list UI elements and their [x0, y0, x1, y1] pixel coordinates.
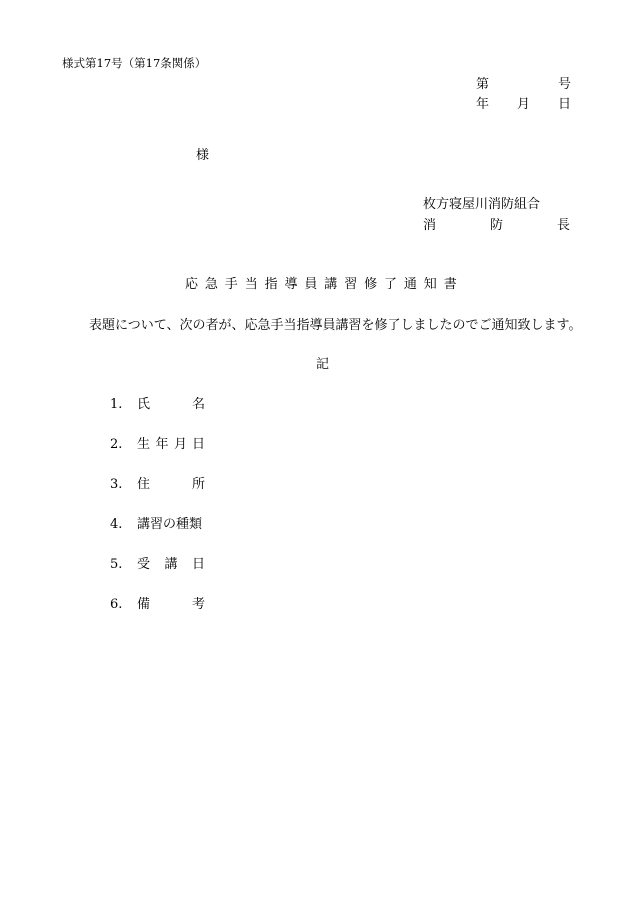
item-label-char: 所: [192, 477, 206, 492]
document-title: 応急手当指導員講習修了通知書: [185, 277, 464, 292]
issuer-organization: 枚方寝屋川消防組合: [423, 197, 541, 212]
form-number-label: 様式第17号（第17条関係）: [62, 56, 207, 70]
ki-heading: 記: [316, 357, 330, 372]
item-number: 5.: [110, 557, 123, 572]
item-number: 4.: [110, 517, 123, 532]
item-label-char: 月: [174, 437, 188, 452]
issuer-title-part: 長: [557, 218, 571, 233]
item-label-char: 年: [155, 437, 169, 452]
item-number: 1.: [110, 397, 123, 412]
item-number: 3.: [110, 477, 123, 492]
date-day-label: 日: [558, 97, 572, 112]
item-label-char: 生: [137, 437, 151, 452]
item-label-text: 講習の種類: [137, 517, 203, 532]
item-label-char: 氏: [137, 397, 151, 412]
date-year-label: 年: [476, 97, 490, 112]
item-label-char: 受: [137, 557, 151, 572]
item-label-char: 日: [192, 557, 206, 572]
date-month-label: 月: [517, 97, 531, 112]
addressee-honorific: 様: [196, 148, 210, 163]
document-number-prefix: 第: [476, 77, 490, 92]
document-number-suffix: 号: [558, 77, 572, 92]
item-label-char: 日: [192, 437, 206, 452]
item-label-char: 講: [164, 557, 178, 572]
item-label-char: 住: [137, 477, 151, 492]
item-label-char: 備: [137, 597, 151, 612]
item-label-char: 考: [192, 597, 206, 612]
issuer-title-part: 防: [490, 218, 504, 233]
item-label-char: 名: [192, 397, 206, 412]
item-number: 6.: [110, 597, 123, 612]
item-number: 2.: [110, 437, 123, 452]
body-paragraph: 表題について、次の者が、応急手当指導員講習を修了しましたのでご通知致します。: [89, 318, 582, 333]
issuer-title-part: 消: [423, 218, 437, 233]
